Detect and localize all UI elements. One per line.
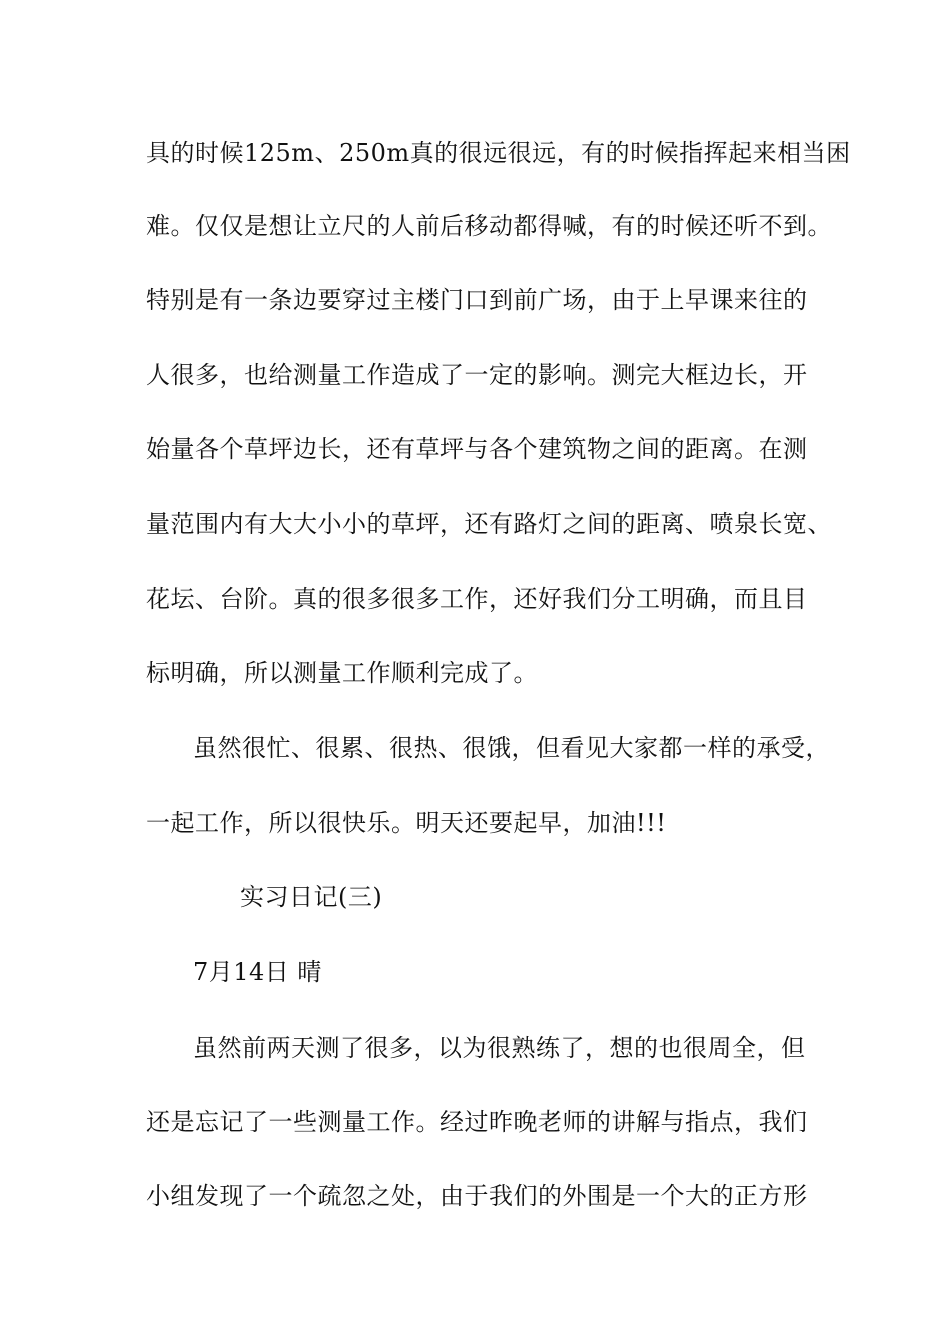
paragraph-1-line-1: 具的时候125m、250m真的很远很远，有的时候指挥起来相当困 [146,139,851,167]
paragraph-1-line-2: 难。仅仅是想让立尺的人前后移动都得喊，有的时候还听不到。 [146,212,832,240]
paragraph-1-line-7: 花坛、台阶。真的很多很多工作，还好我们分工明确，而且目 [146,585,808,613]
paragraph-1-line-6: 量范围内有大大小小的草坪，还有路灯之间的距离、喷泉长宽、 [146,510,832,538]
paragraph-1-line-5: 始量各个草坪边长，还有草坪与各个建筑物之间的距离。在测 [146,435,808,463]
paragraph-1-line-4: 人很多，也给测量工作造成了一定的影响。测完大框边长，开 [146,361,808,389]
paragraph-1-line-3: 特别是有一条边要穿过主楼门口到前广场，由于上早课来往的 [146,286,808,314]
paragraph-2-line-2: 一起工作，所以很快乐。明天还要起早，加油!!! [146,809,667,837]
paragraph-1-line-8: 标明确，所以测量工作顺利完成了。 [146,659,538,687]
paragraph-3-line-1: 虽然前两天测了很多，以为很熟练了，想的也很周全，但 [193,1034,806,1062]
paragraph-3-line-3: 小组发现了一个疏忽之处，由于我们的外围是一个大的正方形 [146,1182,808,1210]
paragraph-2-line-1: 虽然很忙、很累、很热、很饿，但看见大家都一样的承受， [193,734,830,762]
paragraph-3-line-2: 还是忘记了一些测量工作。经过昨晚老师的讲解与指点，我们 [146,1108,808,1136]
section-title: 实习日记(三) [240,883,383,911]
date-line: 7月14日 晴 [193,958,322,986]
